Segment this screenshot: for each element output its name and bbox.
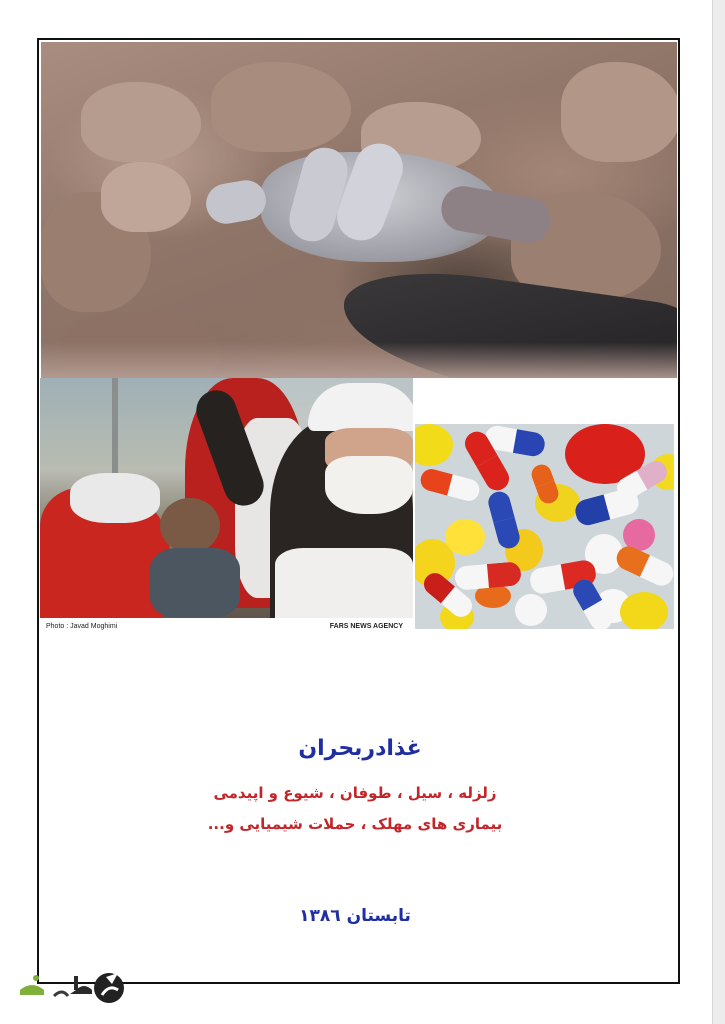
photo-credit: Photo : Javad Moghimi bbox=[46, 623, 118, 630]
ketabrah-logo bbox=[14, 962, 124, 1010]
earthquake-victim-photo bbox=[41, 42, 677, 378]
publication-date: تابستان ۱۳۸٦ bbox=[299, 906, 411, 926]
pills-photo bbox=[415, 424, 674, 629]
agency-credit: FARS NEWS AGENCY bbox=[329, 623, 403, 630]
subtitle-line-2: بیماری های مهلک ، حملات شیمیایی و... bbox=[207, 815, 503, 833]
document-title: غذادربحران bbox=[298, 736, 422, 761]
page-edge-strip bbox=[712, 0, 725, 1024]
ketabrah-logo-mark bbox=[14, 962, 124, 1010]
rescue-photo bbox=[40, 378, 413, 631]
subtitle-line-1: زلزله ، سیل ، طوفان ، شیوع و اپیدمی bbox=[213, 784, 497, 802]
